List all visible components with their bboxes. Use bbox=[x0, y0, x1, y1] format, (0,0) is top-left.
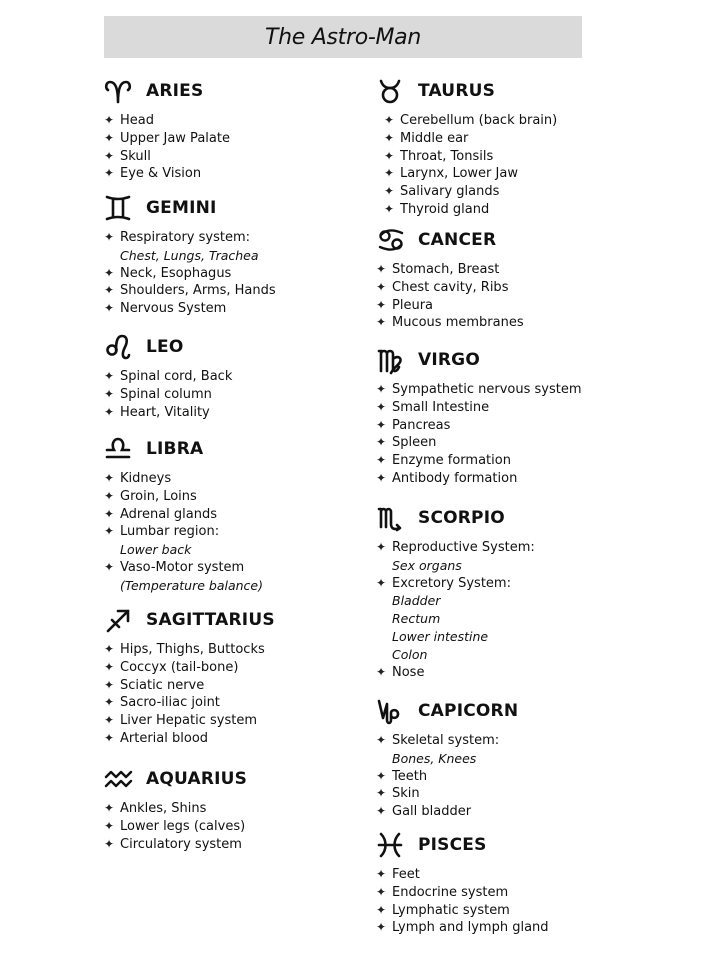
sagittarius-icon bbox=[104, 605, 138, 635]
list-item bbox=[384, 183, 716, 201]
sign-name: AQUARIUS bbox=[146, 769, 248, 789]
list-item-text: Pleura bbox=[392, 297, 433, 313]
list-item bbox=[376, 902, 716, 920]
star-bullet-icon: ✦ bbox=[376, 382, 387, 396]
list-subitem: Bones, Knees bbox=[392, 750, 477, 766]
star-bullet-icon: ✦ bbox=[104, 166, 115, 181]
list-item-text: Gall bladder bbox=[392, 804, 472, 820]
star-bullet-icon: ✦ bbox=[104, 488, 115, 503]
list-item-text: Endocrine system bbox=[392, 884, 509, 900]
star-bullet-icon: ✦ bbox=[384, 201, 395, 216]
star-bullet-icon: ✦ bbox=[104, 659, 115, 674]
sign-header bbox=[376, 830, 716, 860]
list-item bbox=[376, 768, 716, 786]
list-item bbox=[376, 314, 716, 332]
list-item bbox=[376, 417, 716, 435]
organ-list bbox=[376, 112, 716, 219]
list-item-text: Antibody formation bbox=[392, 470, 518, 486]
list-item-text: Nose bbox=[392, 664, 425, 680]
sign-name: CAPICORN bbox=[418, 701, 519, 721]
leo-icon bbox=[104, 332, 138, 362]
pisces-icon bbox=[376, 830, 410, 860]
star-bullet-icon: ✦ bbox=[376, 417, 387, 432]
list-item bbox=[376, 297, 716, 315]
star-bullet-icon: ✦ bbox=[104, 836, 115, 851]
organ-list bbox=[376, 539, 716, 681]
list-item-text: Throat, Tonsils bbox=[400, 148, 494, 164]
list-item-text: Spinal column bbox=[120, 386, 212, 402]
list-item-text: Respiratory system: bbox=[120, 230, 250, 245]
list-item-text: Feet bbox=[392, 867, 420, 882]
list-item bbox=[384, 112, 716, 130]
title-bar bbox=[104, 16, 582, 58]
star-bullet-icon: ✦ bbox=[376, 768, 387, 783]
sign-name: SCORPIO bbox=[418, 508, 505, 528]
libra-icon bbox=[104, 434, 138, 464]
list-item-text: Arterial blood bbox=[120, 730, 209, 746]
sign-section-pisces bbox=[376, 830, 716, 937]
organ-list bbox=[376, 381, 716, 488]
list-item bbox=[376, 664, 716, 682]
star-bullet-icon: ✦ bbox=[376, 540, 387, 554]
star-bullet-icon: ✦ bbox=[104, 283, 115, 298]
list-item-text: Chest cavity, Ribs bbox=[392, 279, 509, 295]
list-item bbox=[376, 919, 716, 937]
sign-name: GEMINI bbox=[146, 198, 217, 218]
list-item-text: Sciatic nerve bbox=[120, 677, 205, 693]
list-item-text: Mucous membranes bbox=[392, 315, 524, 331]
star-bullet-icon: ✦ bbox=[376, 733, 387, 747]
star-bullet-icon: ✦ bbox=[104, 559, 115, 574]
sign-header bbox=[376, 503, 716, 533]
list-item bbox=[376, 381, 716, 399]
list-item-text: Pancreas bbox=[392, 417, 451, 433]
list-item-text: Lymphatic system bbox=[392, 902, 510, 918]
list-item-text: Vaso-Motor system bbox=[120, 559, 245, 575]
star-bullet-icon: ✦ bbox=[384, 166, 395, 181]
star-bullet-icon: ✦ bbox=[376, 315, 387, 330]
star-bullet-icon: ✦ bbox=[104, 713, 115, 728]
list-item-text: Head bbox=[120, 113, 154, 128]
star-bullet-icon: ✦ bbox=[104, 148, 115, 163]
sign-name: LEO bbox=[146, 337, 184, 357]
sign-header bbox=[376, 225, 716, 255]
star-bullet-icon: ✦ bbox=[104, 801, 115, 815]
list-subitem: Lower back bbox=[120, 542, 192, 558]
list-item-text: Skull bbox=[120, 148, 151, 164]
list-item-text: Sacro-iliac joint bbox=[120, 695, 220, 711]
sign-name: CANCER bbox=[418, 230, 497, 250]
list-subitem: Chest, Lungs, Trachea bbox=[120, 247, 259, 263]
star-bullet-icon: ✦ bbox=[104, 113, 115, 127]
list-item-text: Excretory System: bbox=[392, 575, 511, 591]
star-bullet-icon: ✦ bbox=[376, 804, 387, 819]
star-bullet-icon: ✦ bbox=[104, 265, 115, 280]
list-item bbox=[376, 575, 716, 593]
star-bullet-icon: ✦ bbox=[384, 184, 395, 199]
list-item-text: Coccyx (tail-bone) bbox=[120, 659, 239, 675]
list-item-text: Sympathetic nervous system bbox=[392, 382, 582, 397]
sign-section-taurus bbox=[376, 76, 716, 219]
star-bullet-icon: ✦ bbox=[376, 920, 387, 935]
sign-name: SAGITTARIUS bbox=[146, 610, 275, 630]
list-item-text: Nervous System bbox=[120, 301, 227, 317]
list-subitem: Bladder bbox=[392, 593, 441, 609]
star-bullet-icon: ✦ bbox=[104, 369, 115, 383]
list-item bbox=[376, 803, 716, 821]
list-item bbox=[376, 539, 716, 557]
aquarius-icon bbox=[104, 764, 138, 794]
organ-list bbox=[376, 261, 716, 332]
list-item-text: Spleen bbox=[392, 435, 437, 451]
scorpio-icon bbox=[376, 503, 410, 533]
sign-header bbox=[376, 696, 716, 726]
list-item-text: Teeth bbox=[392, 768, 428, 784]
list-item-text: Stomach, Breast bbox=[392, 262, 500, 277]
list-item-text: Spinal cord, Back bbox=[120, 369, 233, 384]
list-item-text: Neck, Esophagus bbox=[120, 265, 232, 281]
star-bullet-icon: ✦ bbox=[376, 664, 387, 679]
star-bullet-icon: ✦ bbox=[104, 506, 115, 521]
list-item-text: Circulatory system bbox=[120, 836, 242, 852]
list-subitem: Lower intestine bbox=[392, 628, 489, 644]
star-bullet-icon: ✦ bbox=[376, 399, 387, 414]
list-item-text: Upper Jaw Palate bbox=[120, 130, 230, 146]
sign-name: TAURUS bbox=[418, 81, 496, 101]
star-bullet-icon: ✦ bbox=[104, 695, 115, 710]
list-item bbox=[384, 148, 716, 166]
list-item bbox=[384, 201, 716, 219]
star-bullet-icon: ✦ bbox=[104, 677, 115, 692]
list-item-text: Kidneys bbox=[120, 471, 172, 486]
list-subitem: Colon bbox=[392, 646, 428, 662]
list-item-text: Small Intestine bbox=[392, 399, 490, 415]
sign-section-capricorn bbox=[376, 696, 716, 821]
star-bullet-icon: ✦ bbox=[104, 386, 115, 401]
list-item-text: Ankles, Shins bbox=[120, 801, 207, 816]
list-item-text: Lymph and lymph gland bbox=[392, 920, 549, 936]
star-bullet-icon: ✦ bbox=[104, 230, 115, 244]
star-bullet-icon: ✦ bbox=[376, 279, 387, 294]
star-bullet-icon: ✦ bbox=[384, 113, 395, 127]
star-bullet-icon: ✦ bbox=[376, 453, 387, 468]
star-bullet-icon: ✦ bbox=[376, 867, 387, 881]
star-bullet-icon: ✦ bbox=[104, 642, 115, 656]
list-item bbox=[384, 130, 716, 148]
star-bullet-icon: ✦ bbox=[104, 524, 115, 539]
list-item bbox=[376, 884, 716, 902]
star-bullet-icon: ✦ bbox=[104, 130, 115, 145]
list-item bbox=[376, 866, 716, 884]
list-item bbox=[376, 399, 716, 417]
list-item-text: Reproductive System: bbox=[392, 540, 535, 555]
aries-icon bbox=[104, 76, 138, 106]
virgo-icon bbox=[376, 345, 410, 375]
page-title: The Astro-Man bbox=[265, 24, 421, 50]
list-item bbox=[384, 165, 716, 183]
sign-name: ARIES bbox=[146, 81, 204, 101]
star-bullet-icon: ✦ bbox=[384, 130, 395, 145]
list-item-text: Shoulders, Arms, Hands bbox=[120, 283, 276, 299]
list-item-text: Liver Hepatic system bbox=[120, 713, 258, 729]
list-item bbox=[376, 732, 716, 750]
sign-name: LIBRA bbox=[146, 439, 204, 459]
list-item bbox=[376, 452, 716, 470]
list-subitem: Rectum bbox=[392, 611, 441, 627]
list-item bbox=[376, 279, 716, 297]
sign-name: PISCES bbox=[418, 835, 487, 855]
list-item-text: Eye & Vision bbox=[120, 166, 202, 182]
list-item-text: Adrenal glands bbox=[120, 506, 218, 522]
sign-section-scorpio bbox=[376, 503, 716, 681]
star-bullet-icon: ✦ bbox=[376, 884, 387, 899]
star-bullet-icon: ✦ bbox=[376, 262, 387, 276]
capricorn-icon bbox=[376, 696, 410, 726]
sign-header bbox=[376, 345, 716, 375]
list-item bbox=[376, 261, 716, 279]
list-item-text: Groin, Loins bbox=[120, 488, 197, 504]
list-item bbox=[376, 470, 716, 488]
list-subitem: Sex organs bbox=[392, 557, 462, 573]
sign-header bbox=[376, 76, 716, 106]
star-bullet-icon: ✦ bbox=[376, 902, 387, 917]
list-item bbox=[376, 434, 716, 452]
star-bullet-icon: ✦ bbox=[384, 148, 395, 163]
star-bullet-icon: ✦ bbox=[104, 404, 115, 419]
list-item-text: Salivary glands bbox=[400, 184, 500, 200]
cancer-icon bbox=[376, 225, 410, 255]
sign-section-virgo bbox=[376, 345, 716, 488]
star-bullet-icon: ✦ bbox=[376, 470, 387, 485]
star-bullet-icon: ✦ bbox=[104, 818, 115, 833]
star-bullet-icon: ✦ bbox=[376, 435, 387, 450]
star-bullet-icon: ✦ bbox=[376, 297, 387, 312]
list-item-text: Hips, Thighs, Buttocks bbox=[120, 642, 265, 657]
list-item-text: Cerebellum (back brain) bbox=[400, 113, 558, 128]
star-bullet-icon: ✦ bbox=[376, 786, 387, 801]
star-bullet-icon: ✦ bbox=[104, 301, 115, 316]
list-item-text: Skeletal system: bbox=[392, 733, 500, 748]
gemini-icon bbox=[104, 193, 138, 223]
list-item bbox=[376, 785, 716, 803]
list-item-text: Lumbar region: bbox=[120, 524, 220, 540]
organ-list bbox=[376, 866, 716, 937]
star-bullet-icon: ✦ bbox=[104, 730, 115, 745]
sign-section-cancer bbox=[376, 225, 716, 332]
list-subitem: (Temperature balance) bbox=[120, 577, 263, 593]
list-item-text: Thyroid gland bbox=[400, 201, 490, 217]
star-bullet-icon: ✦ bbox=[376, 575, 387, 590]
list-item-text: Skin bbox=[392, 786, 420, 802]
list-item-text: Lower legs (calves) bbox=[120, 818, 246, 834]
sign-name: VIRGO bbox=[418, 350, 480, 370]
organ-list bbox=[376, 732, 716, 821]
list-item-text: Heart, Vitality bbox=[120, 404, 210, 420]
star-bullet-icon: ✦ bbox=[104, 471, 115, 485]
list-item-text: Larynx, Lower Jaw bbox=[400, 166, 518, 182]
taurus-icon bbox=[376, 76, 410, 106]
list-item-text: Enzyme formation bbox=[392, 453, 511, 469]
list-item-text: Middle ear bbox=[400, 130, 469, 146]
